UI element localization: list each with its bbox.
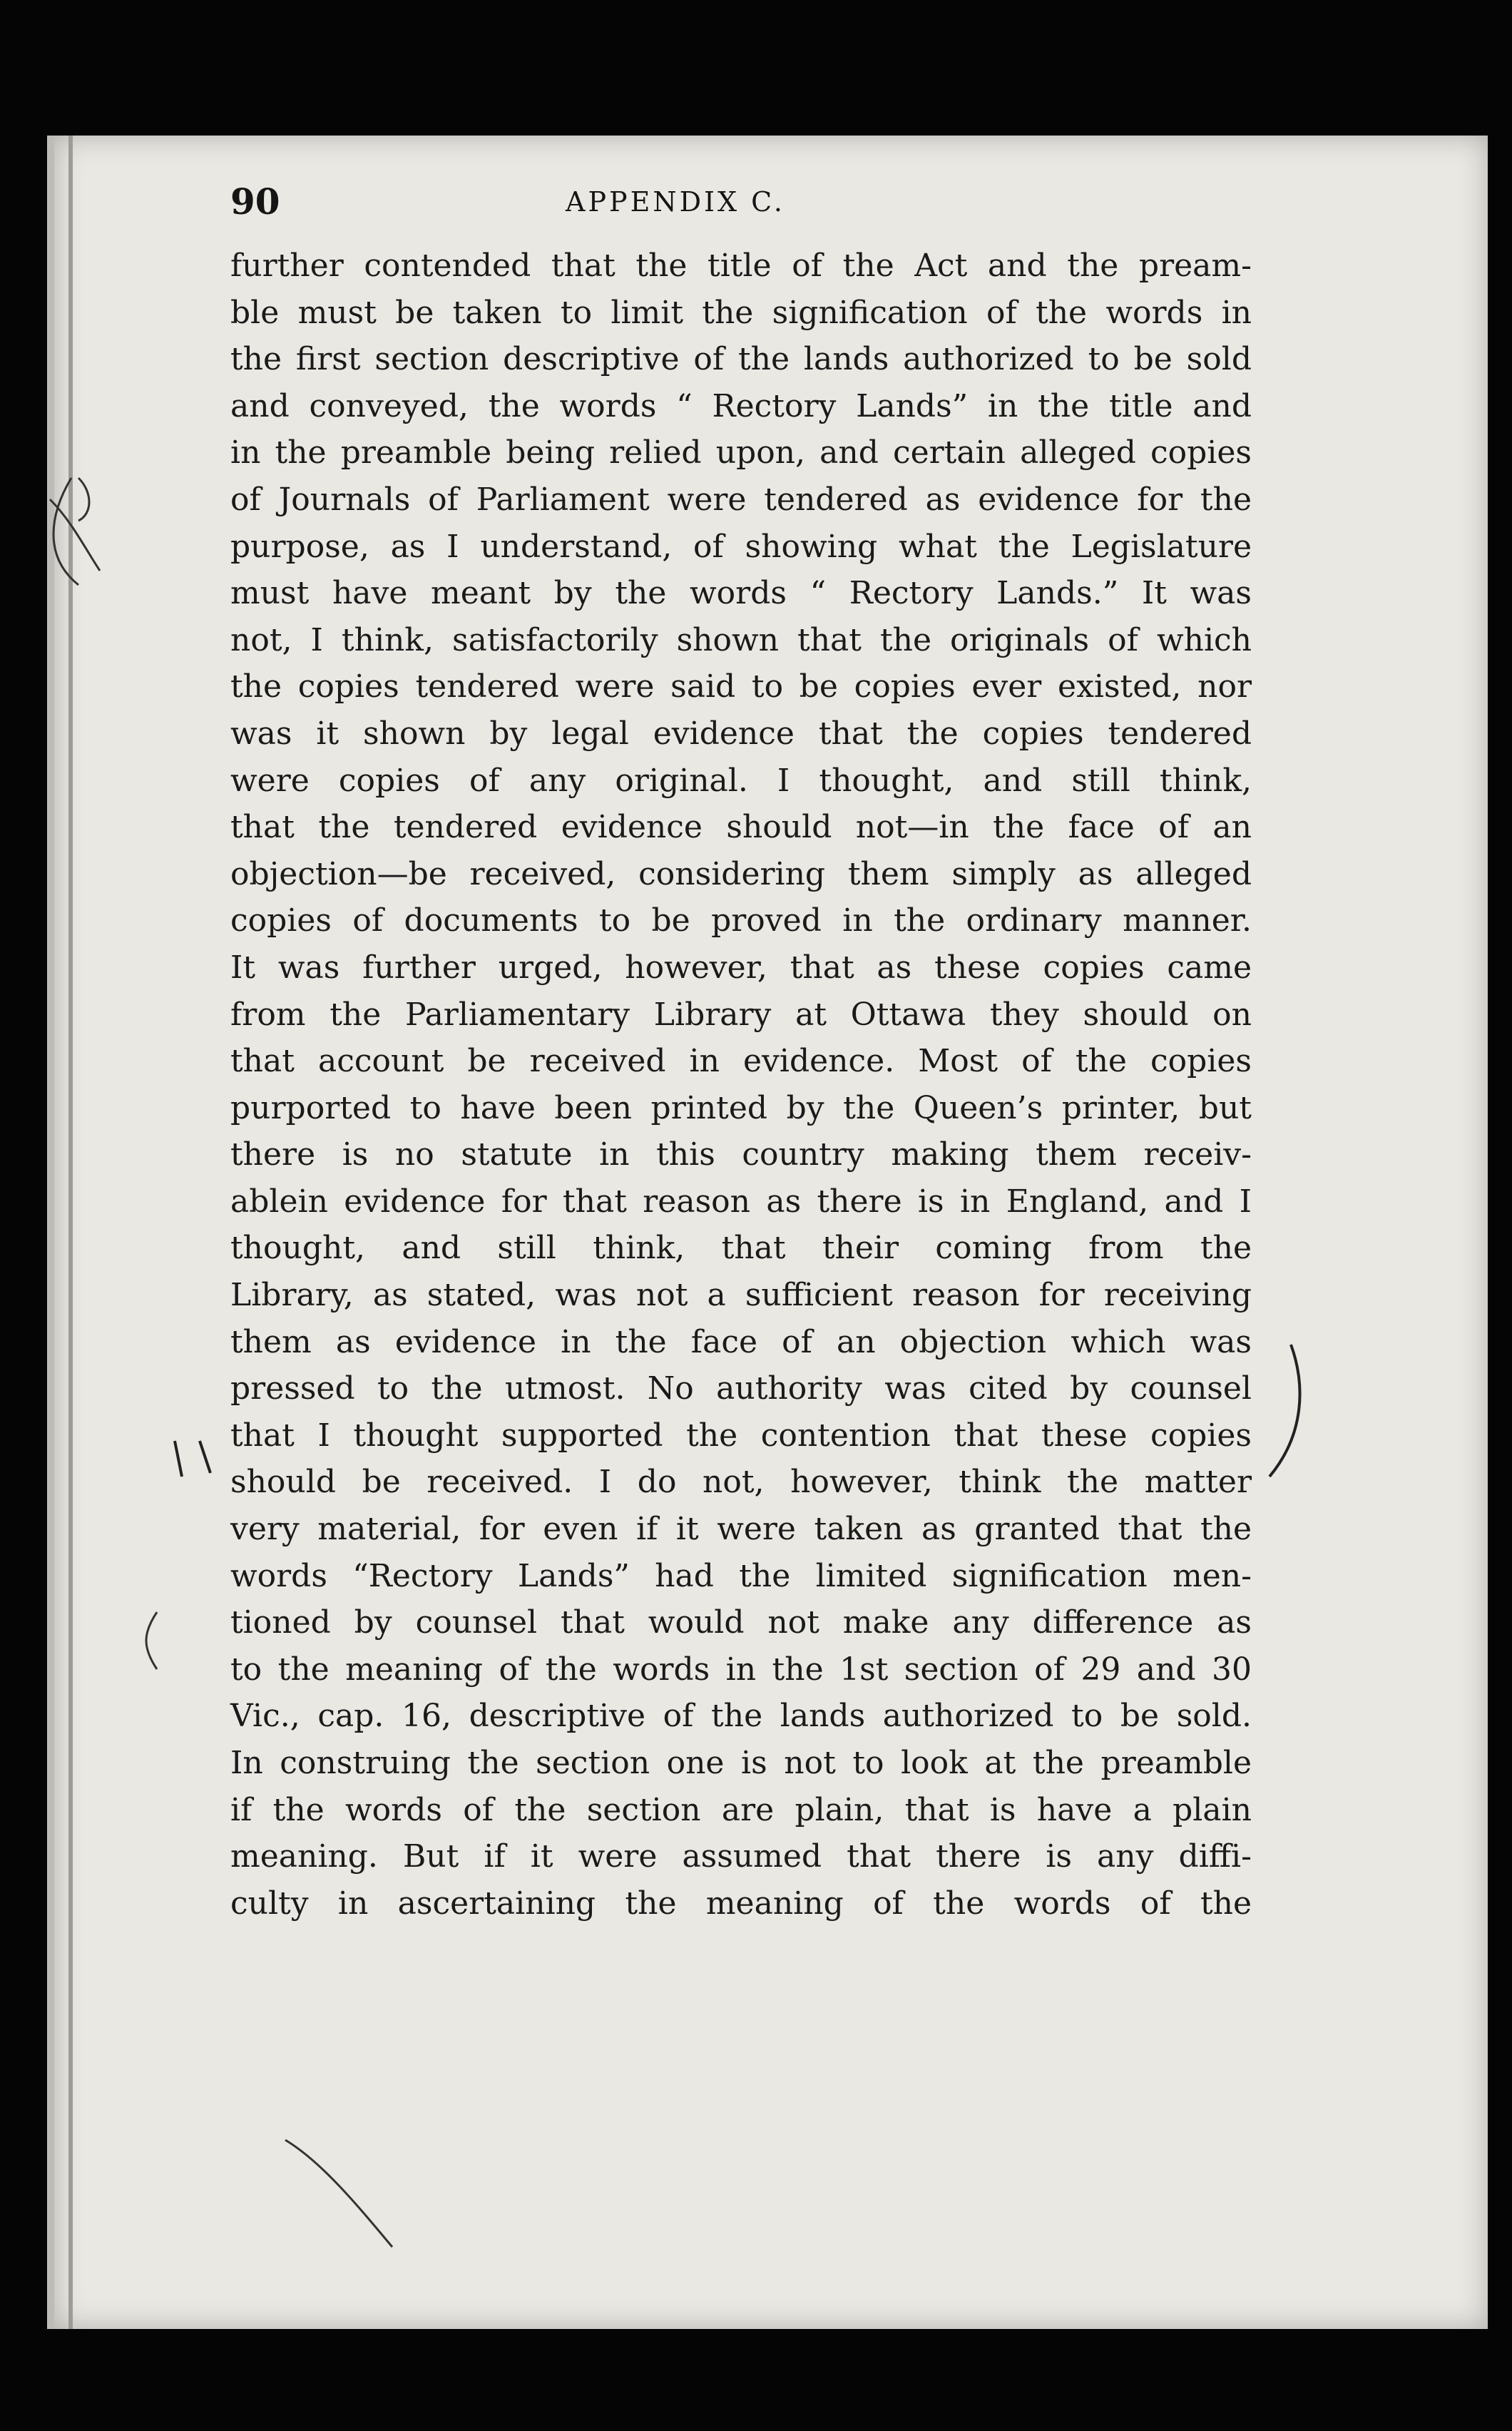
- text-line: of Journals of Parliament were tendered as evidence for the: [230, 481, 1252, 518]
- text-line: culty in ascertaining the meaning of the words of the: [230, 1885, 1252, 1922]
- text-line: that the tendered evidence should not—in the face of an: [230, 809, 1252, 846]
- text-line: in the preamble being relied upon, and certain alleged copies: [230, 434, 1252, 472]
- text-line: should be received. I do not, however, think the matter: [230, 1464, 1252, 1501]
- margin-tick-left: [160, 1434, 218, 1491]
- text-line: thought, and still think, that their coming from the: [230, 1230, 1252, 1267]
- text-line: Library, as stated, was not a sufficient reason for receiving: [230, 1277, 1252, 1314]
- margin-scribble-left: [29, 471, 107, 613]
- text-line: words “Rectory Lands” had the limited signification men-: [230, 1557, 1252, 1594]
- text-line: objection—be received, considering them simply as alleged: [230, 855, 1252, 892]
- text-line: ablein evidence for that reason as there is in England, and I: [230, 1183, 1252, 1220]
- text-line: must have meant by the words “ Rectory Lands.” It was: [230, 575, 1252, 612]
- text-line: further contended that the title of the Act and the pream-: [230, 248, 1252, 284]
- text-line: meaning. But if it were assumed that there is any diffi-: [230, 1838, 1252, 1875]
- page-header: [230, 180, 1229, 223]
- page-edge: [68, 136, 73, 2329]
- text-line: there is no statute in this country making them receiv-: [230, 1136, 1252, 1173]
- text-line: copies of documents to be proved in the ordinary manner.: [230, 902, 1252, 939]
- text-line: that I thought supported the contention that these copies: [230, 1417, 1252, 1454]
- margin-bracket-right: [1262, 1341, 1312, 1484]
- text-line: Vic., cap. 16, descriptive of the lands authorized to be sold.: [230, 1698, 1252, 1735]
- text-line: In construing the section one is not to look at the preamble: [230, 1745, 1252, 1781]
- text-line: purported to have been printed by the Queen’s printer, but: [230, 1089, 1252, 1126]
- text-line: from the Parliamentary Library at Ottawa they should on: [230, 996, 1252, 1033]
- text-line: pressed to the utmost. No authority was cited by counsel: [230, 1370, 1252, 1407]
- body-text: [230, 243, 1252, 1927]
- text-line: to the meaning of the words in the 1st section of 29 and 30: [230, 1651, 1252, 1688]
- text-line: and conveyed, the words “ Rectory Lands” in the title and: [230, 387, 1252, 424]
- text-line: It was further urged, however, that as these copies came: [230, 949, 1252, 986]
- text-line: the copies tendered were said to be copies ever existed, nor: [230, 668, 1252, 705]
- page-number: 90: [230, 180, 280, 223]
- text-line: very material, for even if it were taken as granted that the: [230, 1511, 1252, 1548]
- text-line: were copies of any original. I thought, and still think,: [230, 762, 1252, 799]
- running-head: APPENDIX C.: [566, 186, 785, 218]
- text-line: the first section descriptive of the lands authorized to be sold: [230, 341, 1252, 378]
- text-line: ble must be taken to limit the signification of the words in: [230, 294, 1252, 331]
- margin-paren-left: [128, 1605, 171, 1676]
- margin-scribble-bottom: [278, 2133, 407, 2261]
- text-line: purpose, as I understand, of showing what the Legislature: [230, 528, 1252, 565]
- text-line: tioned by counsel that would not make any difference as: [230, 1604, 1252, 1641]
- text-line: was it shown by legal evidence that the copies tendered: [230, 715, 1252, 752]
- text-line: not, I think, satisfactorily shown that the originals of which: [230, 621, 1252, 658]
- text-line: them as evidence in the face of an objection which was: [230, 1323, 1252, 1360]
- text-line: that account be received in evidence. Most of the copies: [230, 1043, 1252, 1080]
- text-line: if the words of the section are plain, that is have a plain: [230, 1791, 1252, 1828]
